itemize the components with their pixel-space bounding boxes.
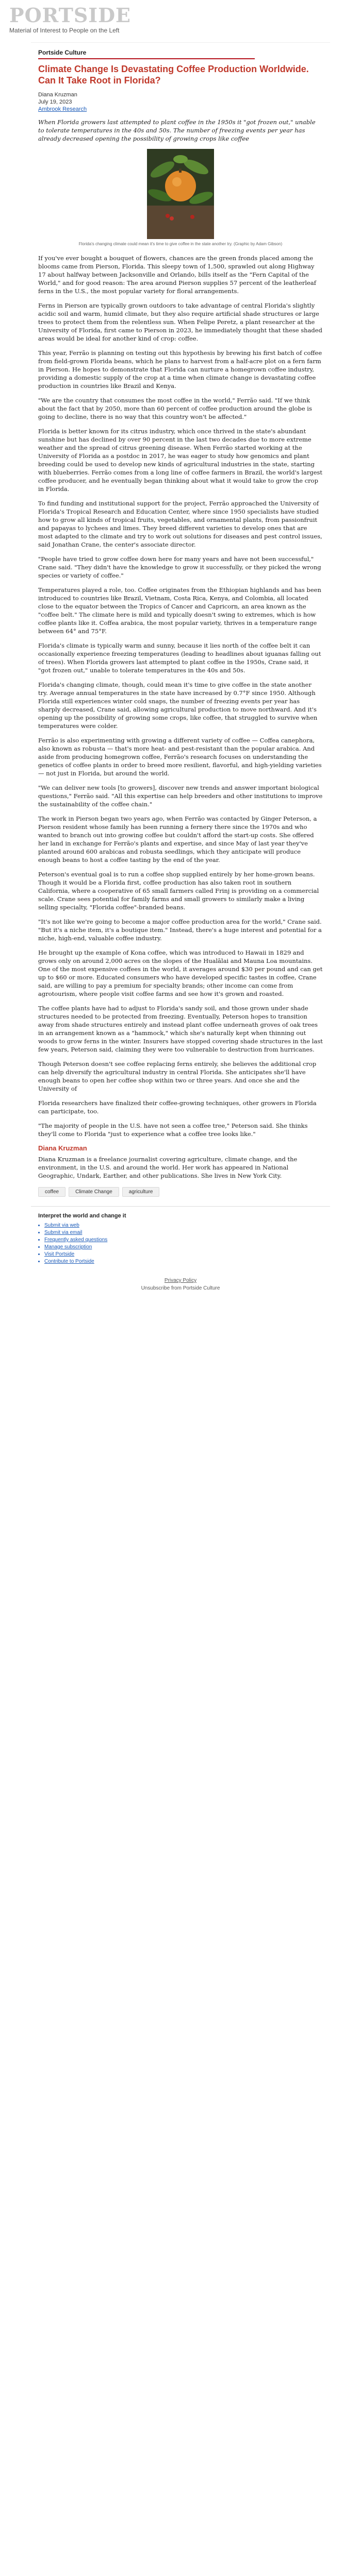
article-paragraph: This year, Ferrão is planning on testing out this hypothesis by brewing his first batch of coffee from field-grown Florida beans, which he plans to harvest from a half-acre plot on a fern farm in Pierson. He hopes to demonstrate that Florida can nurture a homegrown coffee industry, providing a domestic supply of the crop at a time when climate change is devastating coffee production in countries like Brazil and Kenya.	[38, 349, 322, 389]
title-rule	[38, 58, 255, 59]
article-paragraph: Florida's climate is typically warm and sunny, because it lies north of the coffee belt it can occasionally experience freezing temperatures (leading to headlines about iguanas falling out of trees). When Florida growers last attempted to plant coffee in the 1950s, Crane said, it "got frozen out," unable to tolerate temperatures in the 40s and 50s.	[38, 642, 321, 674]
article-paragraph: Florida researchers have finalized their coffee-growing techniques, other growers in Florida can participate, too.	[38, 1099, 317, 1115]
tag-chip[interactable]: coffee	[38, 1187, 65, 1197]
author-name: Diana Kruzman	[38, 1144, 87, 1152]
footer-link[interactable]: • Visit Portside	[44, 1251, 323, 1258]
article-paragraph: "We can deliver new tools [to growers], discover new trends and answer important biological questions," Ferrão said. "All this expertise can help breeders and other institutions to improve the sustainability of the coffee chain."	[38, 784, 323, 808]
article-body	[38, 254, 323, 1138]
tag-list	[38, 1187, 323, 1197]
article-lede: When Florida growers last attempted to plant coffee in the 1950s it "got frozen out," unable to tolerate temperatures in the 40s and 50s. The number of freezing events per year has already decreased opening the possibility of growing crops like coffee	[38, 118, 316, 142]
article-paragraph: Ferns in Pierson are typically grown outdoors to take advantage of central Florida's slightly acidic soil and warm, humid climate, but they also require artificial shade structures or large trees to protect them from the relentless sun. When Felipe Peretz, a plant researcher at the University of Florida, first came to Pierson in 2023, he immediately thought that these shaded areas would be ideal for another kind of crop: coffee.	[38, 302, 322, 342]
footer-link[interactable]: • Frequently asked questions	[44, 1236, 323, 1244]
article-title[interactable]: Climate Change Is Devastating Coffee Production Worldwide. Can It Take Root in Florida?	[38, 64, 309, 86]
photo-caption: Florida's changing climate could mean it's time to give coffee in the state another try. (Graphic by Adam Gibson)	[78, 242, 283, 246]
byline-author: Diana Kruzman	[38, 92, 77, 98]
article-paragraph: Temperatures played a role, too. Coffee originates from the Ethiopian highlands and has been introduced to countries like Brazil, Vietnam, Costa Rica, Kenya, and Colombia, all located close to the equator between the Tropics of Cancer and Capricorn, an area known as the "coffee belt." The climate here is mild and typically doesn't swing to extremes, which is how coffee plants like it. Coffea arabica, the most popular variety, thrives in a temperature range between 64° and 75°F.	[38, 586, 321, 635]
article-card	[31, 42, 330, 1197]
article-paragraph: Peterson's eventual goal is to run a coffee shop supplied entirely by her home-grown beans. Though it would be a Florida first, coffee production has also taken root in southern California, where a cooperative of 65 small farmers called Frinj is providing on a commercial scale. Crane sees potential for family farms and small growers to similarly make a living selling specialty, "Florida coffee"-branded beans.	[38, 871, 319, 911]
author-bio: Diana Kruzman is a freelance journalist covering agriculture, climate change, and the environment, in the U.S. and around the world. Her work has appeared in National Geographic, Undark, Earther, and other publications. She lives in New York City.	[38, 1156, 298, 1179]
footer-link[interactable]: • Manage subscription	[44, 1244, 323, 1251]
footer-link[interactable]: • Submit via email	[44, 1229, 323, 1236]
footer-link[interactable]: • Contribute to Portside	[44, 1258, 323, 1265]
section-brand: Portside Culture	[38, 49, 87, 56]
footer-heading: Interpret the world and change it	[38, 1213, 126, 1219]
author-box	[38, 1144, 323, 1180]
article-paragraph: "The majority of people in the U.S. have not seen a coffee tree," Peterson said. She thinks they'll come to Florida "just to experience what a coffee tree looks like."	[38, 1122, 308, 1138]
tag-chip[interactable]: Climate Change	[69, 1187, 119, 1197]
unsubscribe-link[interactable]: Unsubscribe from Portside Culture	[141, 1285, 220, 1291]
footer-link[interactable]: • Submit via web	[44, 1222, 323, 1229]
byline-source-link[interactable]: Ambrook Research	[38, 106, 87, 112]
article-paragraph: The work in Pierson began two years ago, when Ferrão was contacted by Ginger Peterson, a Pierson resident whose family has been running a fernery there since the 1970s and who wanted to branch out into growing coffee but couldn't afford the start-up costs. She offered her land in exchange for Ferrão's plants and expertise, and since May of last year they've planted around 600 arabicas and robusta seedlings, which they anticipate will produce enough beans to host a coffee tasting by the end of the year.	[38, 815, 317, 863]
article-paragraph: If you've ever bought a bouquet of flowers, chances are the green fronds placed among the blooms came from Pierson, Florida. This sleepy town of 1,500, sprawled out along Highway 17 about halfway between Jacksonville and Orlando, bills itself as the "Fern Capital of the World," and for good reason: The area around Pierson supplies 57 percent of the leatherleaf ferns in the U.S., the most popular variety for floral arrangements.	[38, 255, 317, 295]
article-paragraph: He brought up the example of Kona coffee, which was introduced to Hawaii in 1829 and grows only on around 2,000 acres on the slopes of the Hualālai and Mauna Loa mountains. One of the most expensive coffees in the world, it averages around $30 per pound and can get up to $60 or more. Educated consumers who have developed specific tastes in coffee, Crane said, are willing to pay a premium for specialty brands; other income can come from agrotourism, where people visit coffee farms and see how it's grown and roasted.	[38, 949, 323, 997]
article-paragraph: The coffee plants have had to adjust to Florida's sandy soil, and those grown under shade structures needed to be protected from freezing. Eventually, Peterson hopes to transition away from shade structures entirely and instead plant coffee underneath groves of oak trees in an arrangement known as a "hammock," which she's naturally kept when thinning out woods to grow ferns in the winter. Insurers have stopped covering shade structures in the last few years, Peterson said, claiming they were too vulnerable to destruction from hurricanes.	[38, 1005, 323, 1053]
bottom-links	[0, 1278, 361, 1283]
article-paragraph: Florida's changing climate, though, could mean it's time to give coffee in the state another try. Average annual temperatures in the state have increased by 0.7°F since 1950. Although Florida still experiences winter cold snaps, the number of freezing events per year has sharply decreased, Crane said, allowing agricultural production to move northward. And it's opening up the possibility of growing some crops, like coffee, that struggled to survive when temperatures were colder.	[38, 681, 318, 730]
masthead	[0, 0, 361, 38]
footer	[31, 1206, 330, 1270]
article-paragraph: Though Peterson doesn't see coffee replacing ferns entirely, she believes the additional crop can help diversify the agricultural industry in central Florida. She anticipates she'll have enough beans to open her coffee shop within two or three years. And once she and the University of	[38, 1060, 317, 1092]
article-paragraph: To find funding and institutional support for the project, Ferrão approached the University of Florida's Tropical Research and Education Center, where since 1950 specialists have studied how to grow all kinds of tropical fruits, vegetables, and ornamental plants, from passionfruit and papayas to lychees and limes. They breed different varieties to develop ones that are most adapted to the climate and try to work out solutions for diseases and pest control issues, said Jonathan Crane, the center's associate director.	[38, 500, 322, 548]
portside-logo[interactable]: PORTSIDE	[9, 4, 131, 27]
footer-links	[38, 1222, 323, 1265]
article-paragraph: Florida is better known for its citrus industry, which once thrived in the state's abundant sunshine but has declined by over 90 percent in the last two decades due to more extreme weather and the spread of citrus greening disease. When Ferrão started working at the University of Florida as a postdoc in 2017, he was eager to study how genomics and plant breeding could be used to develop new kinds of agricultural industries in the state, starting with blueberries. Ferrão comes from a long line of coffee farmers in Brazil, the world's largest coffee producer, and he eventually began thinking about what it would take to grow the crop in Florida.	[38, 428, 323, 493]
byline	[38, 91, 323, 113]
article-paragraph: "People have tried to grow coffee down here for many years and have not been successful," Crane said. "They didn't have the knowledge to grow it successfully, or they picked the wrong species or variety of coffee."	[38, 555, 321, 579]
article-photo	[38, 149, 323, 247]
tag-chip[interactable]: agriculture	[122, 1187, 160, 1197]
article-paragraph: Ferrão is also experimenting with growing a different variety of coffee — Coffea canephora, also known as robusta — that's more heat- and pest-resistant than the popular arabica. And aside from producing homegrown coffee, Ferrão's research focuses on understanding the genetics of coffee plants in order to breed more resilient, flavorful, and high-yielding varieties — not just in Florida, but around the world.	[38, 737, 322, 777]
coffee-plant-illustration-icon	[147, 149, 214, 239]
coffee-plant-image	[147, 149, 214, 239]
privacy-policy-link[interactable]: Privacy Policy	[164, 1278, 197, 1283]
article-paragraph: "It's not like we're going to become a major coffee production area for the world," Crane said. "But it's a niche item, it's a boutique item." Instead, there's a huge interest and potential for a niche, high-end, valuable coffee industry.	[38, 918, 322, 942]
bottom-bar	[0, 1270, 361, 1301]
article-paragraph: "We are the country that consumes the most coffee in the world," Ferrão said. "If we think about the fact that by 2050, more than 60 percent of coffee production around the globe is going to decline, there is no way that this country won't be affected."	[38, 397, 312, 420]
masthead-tagline: Material of Interest to People on the Left	[9, 27, 120, 34]
byline-date: July 19, 2023	[38, 99, 72, 105]
